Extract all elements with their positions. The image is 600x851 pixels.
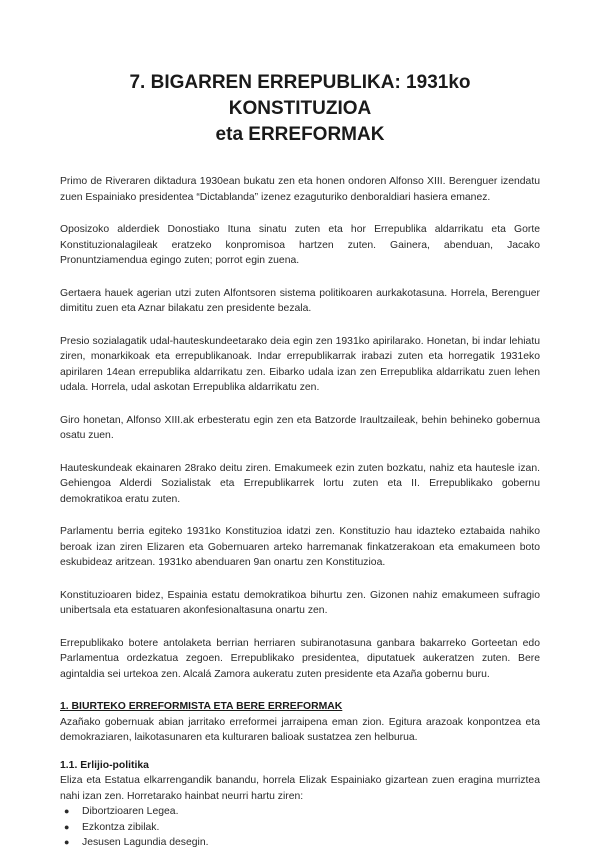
list-item: [60, 820, 540, 836]
subsection-heading: 1.1. Erlijio-politika: [60, 759, 149, 771]
bullet-icon: ●: [64, 806, 70, 816]
paragraph-3: Gertaera hauek agerian utzi zuten Alfontsoren sistema politikoaren aurkakotasuna. Horrela, Berenguer dimititu zuen eta Aznar bilakatu zen presidente bezala.: [60, 287, 540, 314]
paragraph-8: Konstituzioaren bidez, Espainia estatu demokratikoa bihurtu zen. Gizonen nahiz emakumeen sufragio unibertsala eta estatuaren akonfesionaltasuna onartu zen.: [60, 589, 540, 616]
measures-list: [60, 804, 540, 851]
paragraph-9: Errepublikako botere antolaketa berrian herriaren subiranotasuna ganbara bakarreko Gorteetan edo Parlamentua ordezkatua zegoen. Errepublikako presidentea, diputatuek aukeratzen zuten. Bere agintaldia sei urtekoa zen. Alcalá Zamora aukeratu zuten presidente eta Azaña gobernu buru.: [60, 637, 540, 680]
subsection-paragraph: Eliza eta Estatua elkarrengandik banandu, horrela Elizak Espainiako gizartean zuen eragina murriztea nahi izan zen. Horretarako hainbat neurri hartu ziren:: [60, 775, 540, 802]
list-item-text: Jesusen Lagundia desegin.: [82, 837, 209, 848]
section-heading: 1. BIURTEKO ERREFORMISTA ETA BERE ERREFORMAK: [60, 701, 343, 712]
paragraph-2: Oposizoko alderdiek Donostiako Ituna sinatu zuten eta hor Errepublika aldarrikatu eta Gorte Konstituzionalagileak eratzeko konpromisoa hartzen zuten. Gainera, abenduan, Jacako Pronuntziamendua egingo zuten; porrot egin zuena.: [60, 224, 540, 266]
list-item-text: Dibortzioaren Legea.: [82, 806, 179, 817]
list-item: [60, 835, 540, 851]
title-line-1: 7. BIGARREN ERREPUBLIKA: 1931ko KONSTITUZIOA: [129, 72, 471, 119]
paragraph-5: Giro honetan, Alfonso XIII.ak erbesteratu egin zen eta Batzorde Iraultzaileak, behin behineko gobernua osatu zuen.: [60, 414, 540, 441]
page-title: [60, 70, 540, 148]
list-item-text: Ezkontza zibilak.: [82, 821, 160, 833]
section-paragraph: Azañako gobernuak abian jarritako erreformei jarraipena eman zion. Egitura arazoak konpontzea eta demokraziaren, laikotasunaren eta kulturaren balioak sustatzea zen helburua.: [60, 716, 540, 743]
bullet-icon: ●: [64, 821, 70, 832]
title-line-2: eta ERREFORMAK: [215, 124, 385, 145]
paragraph-4: Presio sozialagatik udal-hauteskundeetarako deia egin zen 1931ko apirilarako. Honetan, bi indar lehiatu ziren, monarkikoak eta errepublikanoak. Indar errepublikarrak irabazi zuten eta horregatik 1931eko apirilaren 14ean errepublika aldarrikatu zen. Eibarko udala izan zen Errepublika aldarrikatu zuen lehen udala. Horrela, udal askotan Errepublika aldarrikatu zen.: [60, 335, 540, 393]
list-item: [60, 804, 540, 820]
paragraph-1: Primo de Riveraren diktadura 1930ean bukatu zen eta honen ondoren Alfonso XIII. Berenguer izendatu zuen Espainiako presidentea “Dictablanda” izenez ezaguturiko denboraldiari hasiera emanez.: [60, 176, 540, 203]
paragraph-7: Parlamentu berria egiteko 1931ko Konstituzioa idatzi zen. Konstituzio hau idazteko eztabaida nahiko beroak izan ziren Elizaren eta Gobernuaren arteko harremanak finkatzerakoan eta emakumeen boto eskubideaz aritzean. 1931ko abenduaren 9an onartu zen Konstituzioa.: [60, 526, 540, 568]
paragraph-6: Hauteskundeak ekainaren 28rako deitu ziren. Emakumeek ezin zuten bozkatu, nahiz eta hautesle izan. Gehiengoa Alderdi Sozialistak eta Errepublikarrek lortu zuten eta II. Errepublikako gobernu demokratikoa eratu zuten.: [60, 462, 540, 505]
bullet-icon: ●: [64, 837, 70, 847]
